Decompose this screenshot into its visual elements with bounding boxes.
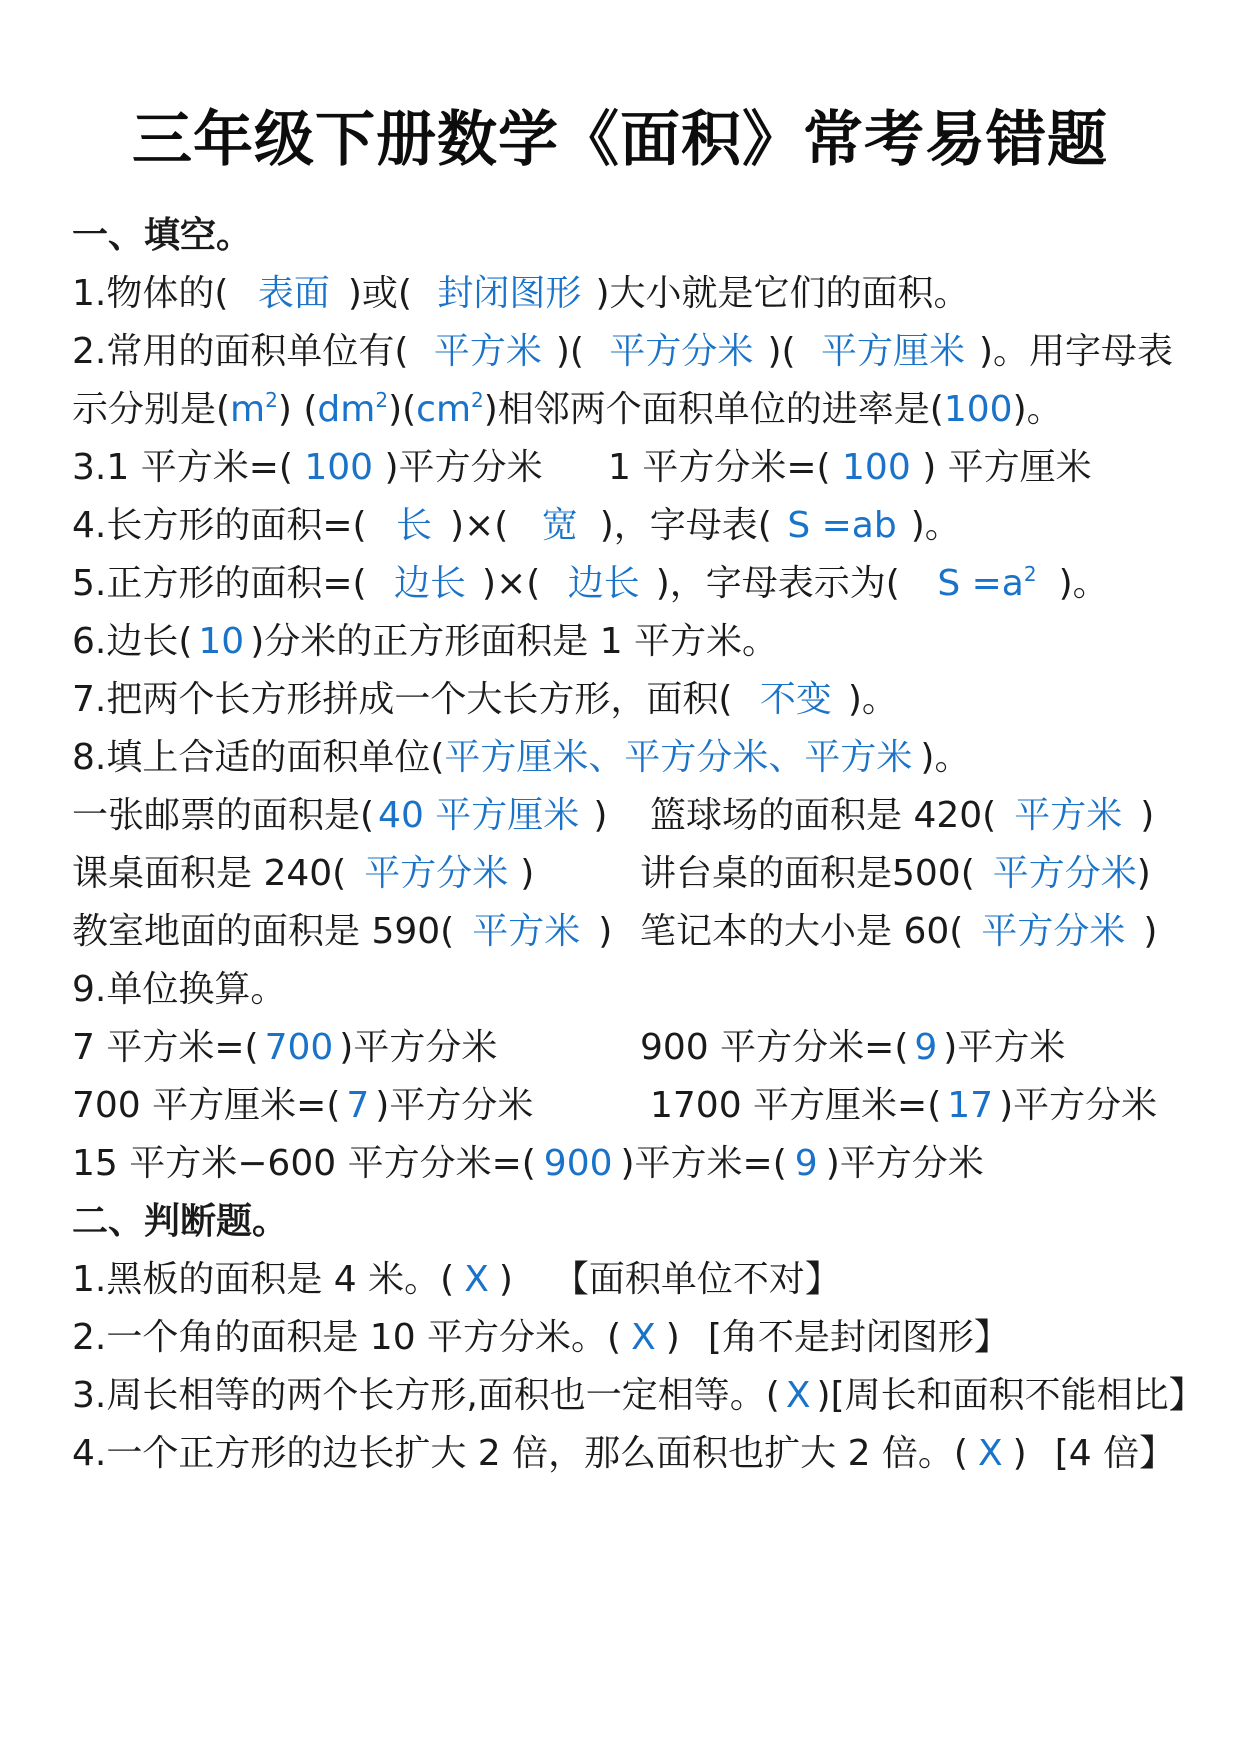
- q8a-answer-1: 40 平方厘米: [378, 795, 580, 836]
- q2b-sup-3: 2: [471, 388, 484, 412]
- j2-text-post: ): [665, 1317, 680, 1358]
- q8c-text: 教室地面的面积是 590(: [72, 911, 455, 952]
- q2-answer-2: 平方分米: [609, 331, 754, 372]
- q2-sep-2: )(: [767, 331, 796, 372]
- q9c-answer-1: 900: [543, 1143, 613, 1184]
- question-8a-part-2: [650, 792, 1154, 840]
- q9a-text: 7 平方米=(: [72, 1027, 259, 1068]
- j3-text-post: ): [816, 1375, 831, 1416]
- question-5: [72, 560, 1109, 608]
- q3-text-2: 1 平方分米=(: [608, 447, 831, 488]
- q9c-text: 15 平方米−600 平方分米=(: [72, 1143, 536, 1184]
- q8c-text-post: ): [598, 911, 613, 952]
- q1-answer-1: 表面: [257, 273, 330, 314]
- q7-text-post: )。: [847, 679, 898, 720]
- q8c-answer-1: 平方米: [472, 911, 581, 952]
- question-2-cont: [72, 386, 1063, 434]
- q5-text-mid: )×(: [482, 563, 541, 604]
- q5-text-post: )。: [1058, 563, 1109, 604]
- question-8b-part-2: [640, 850, 1151, 898]
- page-title: 三年级下册数学《面积》常考易错题: [132, 105, 1108, 175]
- j1-note: 【面积单位不对】: [552, 1259, 841, 1300]
- question-9a-part-2: [640, 1024, 1065, 1072]
- j1-answer: X: [464, 1259, 489, 1300]
- j2-text: 2.一个角的面积是 10 平方分米。(: [72, 1317, 622, 1358]
- judge-1: [72, 1256, 841, 1304]
- j1-text-post: ): [498, 1259, 513, 1300]
- q4-answer-1: 长: [396, 505, 433, 546]
- j2-note: [角不是封闭图形】: [707, 1317, 1010, 1358]
- q8a-text-2: 篮球场的面积是 420(: [650, 795, 997, 836]
- question-8b: [72, 850, 534, 898]
- question-7: [72, 676, 898, 724]
- q4-answer-2: 宽: [541, 505, 578, 546]
- q7-text: 7.把两个长方形拼成一个大长方形，面积(: [72, 679, 733, 720]
- question-1: [72, 270, 969, 318]
- q8a-answer-2: 平方米: [1014, 795, 1123, 836]
- q2b-sup-2: 2: [375, 388, 389, 412]
- j2-answer: X: [631, 1317, 656, 1358]
- q8b-answer-1: 平方分米: [364, 853, 509, 894]
- q2b-sep-2: )(: [388, 389, 417, 430]
- question-8a: [72, 792, 607, 840]
- q3-text-post: ) 平方厘米: [922, 447, 1092, 488]
- q8c-text-post-2: ): [1143, 911, 1158, 952]
- j4-text-post: ): [1012, 1433, 1027, 1474]
- q9b-answer-1: 7: [346, 1085, 370, 1126]
- q2b-answer-m: m: [230, 389, 266, 430]
- j3-text: 3.周长相等的两个长方形,面积也一定相等。(: [72, 1375, 780, 1416]
- q2b-sep-1: ) (: [277, 389, 318, 430]
- q8c-text-2: 笔记本的大小是 60(: [640, 911, 964, 952]
- q4-text-mid: )×(: [450, 505, 509, 546]
- q9a-text-post-2: )平方米: [943, 1027, 1066, 1068]
- q6-text-post: )分米的正方形面积是 1 平方米。: [250, 621, 779, 662]
- q4-text-post: )。: [910, 505, 961, 546]
- judge-4: [72, 1430, 1175, 1478]
- q9b-text: 700 平方厘米=(: [72, 1085, 341, 1126]
- q9c-text-mid: )平方米=(: [620, 1143, 787, 1184]
- q8a-text-post: ): [593, 795, 608, 836]
- q5-text: 5.正方形的面积=(: [72, 563, 367, 604]
- q9a-text-post: )平方分米: [339, 1027, 498, 1068]
- q9a-answer-2: 9: [914, 1027, 938, 1068]
- q9c-text-post: )平方分米: [825, 1143, 984, 1184]
- q8a-text: 一张邮票的面积是(: [72, 795, 375, 836]
- q2b-sup-1: 2: [265, 388, 278, 412]
- question-8c-part-2: [640, 908, 1157, 956]
- q2-sep-1: )(: [555, 331, 584, 372]
- q2b-answer-dm: dm: [317, 389, 376, 430]
- j4-answer: X: [977, 1433, 1003, 1474]
- judge-3: [72, 1372, 1205, 1420]
- q4-answer-3: S =ab: [787, 505, 897, 546]
- q9b-answer-2: 17: [947, 1085, 994, 1126]
- q2b-text: 示分别是(: [72, 389, 231, 430]
- q8b-text-2: 讲台桌的面积是500(: [640, 853, 975, 894]
- q8c-answer-2: 平方分米: [981, 911, 1126, 952]
- q8-units: 平方厘米、平方分米、平方米: [444, 737, 913, 778]
- q3-text-mid: )平方分米: [384, 447, 543, 488]
- question-9b-part-2: [650, 1082, 1157, 1130]
- question-3-part-2: [608, 444, 1092, 492]
- q9b-text-2: 1700 平方厘米=(: [650, 1085, 942, 1126]
- question-3: [72, 444, 543, 492]
- q9b-text-post-2: )平方分米: [999, 1085, 1158, 1126]
- q1-text: 1.物体的(: [72, 273, 229, 314]
- q8b-text: 课桌面积是 240(: [72, 853, 347, 894]
- q8a-text-post-2: ): [1140, 795, 1155, 836]
- q5-sup: 2: [1023, 562, 1037, 586]
- judge-2: [72, 1314, 1010, 1362]
- question-6: [72, 618, 778, 666]
- q8-text-post: )。: [920, 737, 971, 778]
- section-heading-fill: 一、填空。: [72, 215, 253, 256]
- q2b-text-post: )。: [1012, 389, 1063, 430]
- q8b-text-post: ): [520, 853, 535, 894]
- q3-text: 3.1 平方米=(: [72, 447, 293, 488]
- q3-answer-1: 100: [304, 447, 374, 488]
- j4-text: 4.一个正方形的边长扩大 2 倍，那么面积也扩大 2 倍。(: [72, 1433, 968, 1474]
- q2b-answer-cm: cm: [416, 389, 472, 430]
- q3-answer-2: 100: [842, 447, 911, 488]
- q6-text: 6.边长(: [72, 621, 193, 662]
- q1-text-mid: )或(: [347, 273, 412, 314]
- q2b-text-mid: )相邻两个面积单位的进率是(: [483, 389, 944, 430]
- q7-answer: 不变: [759, 679, 832, 720]
- q2-answer-3: 平方厘米: [820, 331, 965, 372]
- q2-text-post: )。用字母表: [979, 331, 1174, 372]
- q9c-answer-2: 9: [794, 1143, 818, 1184]
- q2-answer-1: 平方米: [433, 331, 542, 372]
- q5-answer-2: 边长: [567, 563, 640, 604]
- q8-text: 8.填上合适的面积单位(: [72, 737, 445, 778]
- question-8: [72, 734, 970, 782]
- question-2: [72, 328, 1173, 376]
- question-9c: [72, 1140, 984, 1188]
- q9b-text-post: )平方分米: [375, 1085, 534, 1126]
- q1-answer-2: 封闭图形: [437, 273, 582, 314]
- question-9: 9.单位换算。: [72, 969, 287, 1010]
- j4-note: [4 倍】: [1054, 1433, 1176, 1474]
- q5-answer-3: S =a: [937, 563, 1024, 604]
- q2-text: 2.常用的面积单位有(: [72, 331, 409, 372]
- section-heading-judge: 二、判断题。: [72, 1201, 289, 1242]
- q8b-answer-2: 平方分米: [992, 853, 1137, 894]
- q9a-text-2: 900 平方分米=(: [640, 1027, 909, 1068]
- q2b-answer-rate: 100: [943, 389, 1013, 430]
- j3-note: [周长和面积不能相比】: [830, 1375, 1205, 1416]
- q4-text: 4.长方形的面积=(: [72, 505, 367, 546]
- q9a-answer-1: 700: [264, 1027, 334, 1068]
- q5-text-mid2: )，字母表示为(: [655, 563, 900, 604]
- q8b-text-post-2: ): [1136, 853, 1151, 894]
- q1-text-post: )大小就是它们的面积。: [595, 273, 970, 314]
- j1-text: 1.黑板的面积是 4 米。(: [72, 1259, 455, 1300]
- question-9a: [72, 1024, 497, 1072]
- q5-answer-1: 边长: [394, 563, 467, 604]
- question-8c: [72, 908, 612, 956]
- question-9b: [72, 1082, 533, 1130]
- j3-answer: X: [785, 1375, 811, 1416]
- question-4: [72, 502, 961, 550]
- q6-answer: 10: [198, 621, 245, 662]
- q4-text-mid2: )，字母表(: [599, 505, 772, 546]
